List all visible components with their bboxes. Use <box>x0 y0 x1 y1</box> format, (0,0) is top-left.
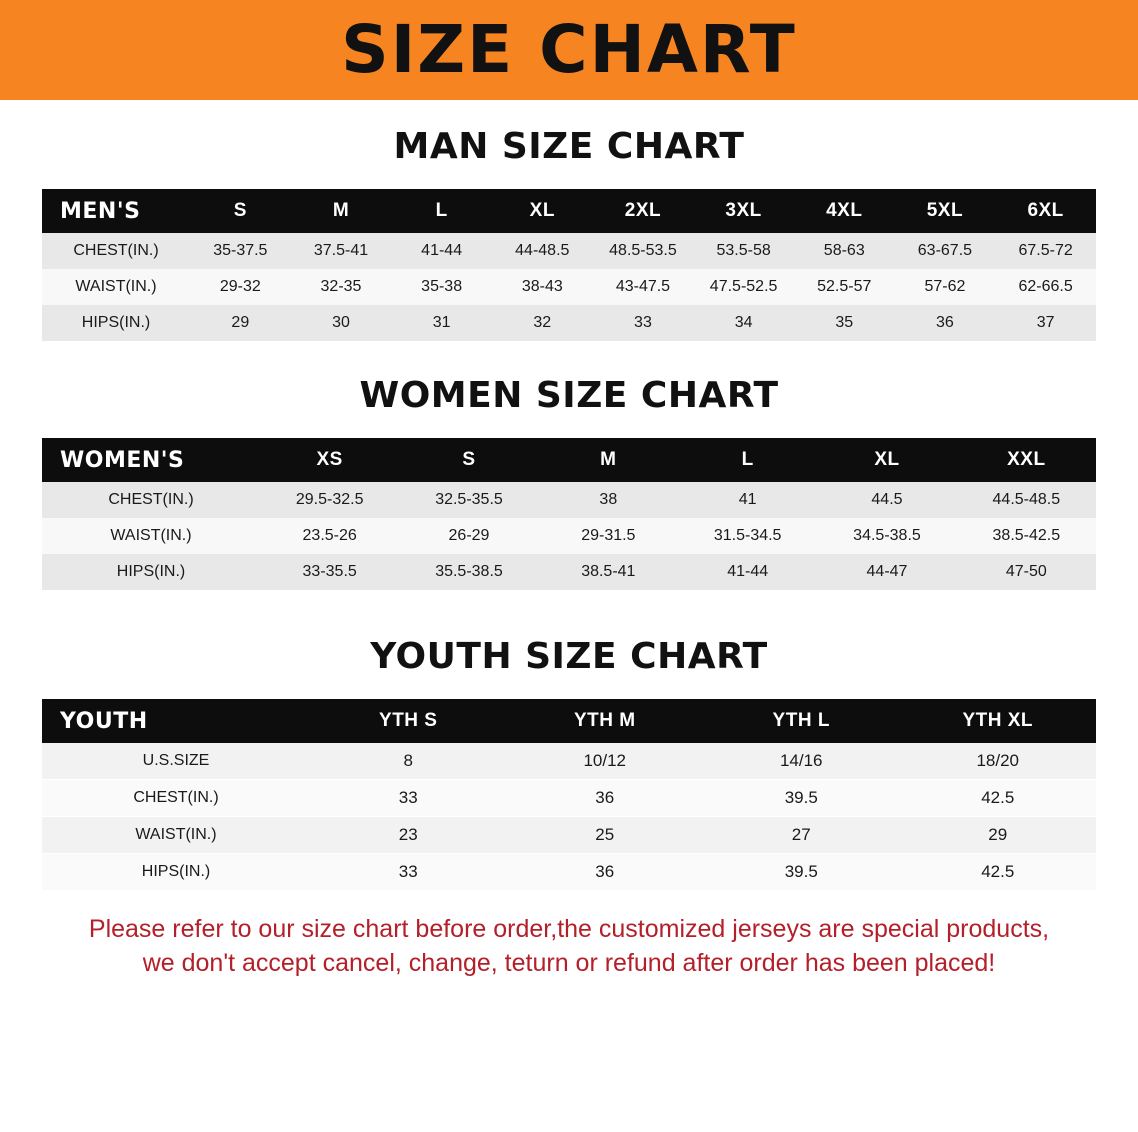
women-table-header-row <box>42 438 1096 482</box>
youth-row3-label: HIPS(IN.) <box>42 854 310 891</box>
table-row <box>42 518 1096 554</box>
man-table-wrapper <box>42 189 1096 341</box>
youth-row1-c4: 42.5 <box>900 780 1097 817</box>
table-row <box>42 482 1096 518</box>
man-header-l: L <box>435 200 448 221</box>
youth-header-l: YTH L <box>772 710 830 731</box>
man-row2-c3: 31 <box>391 305 492 341</box>
man-header-m: M <box>332 200 350 221</box>
man-row1-c8: 57-62 <box>895 269 996 305</box>
women-row0-c1: 29.5-32.5 <box>260 482 399 518</box>
youth-row1-label: CHEST(IN.) <box>42 780 310 817</box>
women-row2-c2: 35.5-38.5 <box>399 554 538 590</box>
youth-row1-c2: 36 <box>507 780 704 817</box>
youth-header-label: YOUTH <box>60 708 148 734</box>
women-header-xs: XS <box>316 449 343 470</box>
table-row <box>42 269 1096 305</box>
youth-row0-c3: 14/16 <box>703 743 900 780</box>
man-header-5xl: 5XL <box>926 200 964 221</box>
table-row <box>42 305 1096 341</box>
women-row1-c6: 38.5-42.5 <box>957 518 1096 554</box>
man-row0-label: CHEST(IN.) <box>42 233 190 269</box>
women-row1-label: WAIST(IN.) <box>42 518 260 554</box>
women-row0-c5: 44.5 <box>817 482 956 518</box>
man-row0-c2: 37.5-41 <box>291 233 392 269</box>
youth-header-xl: YTH XL <box>962 710 1034 731</box>
man-row2-c8: 36 <box>895 305 996 341</box>
women-header-label: WOMEN'S <box>60 447 185 473</box>
youth-row2-c3: 27 <box>703 817 900 854</box>
youth-row3-c3: 39.5 <box>703 854 900 891</box>
table-row <box>42 233 1096 269</box>
man-header-6xl: 6XL <box>1027 200 1064 221</box>
youth-row3-c1: 33 <box>310 854 507 891</box>
women-row1-c1: 23.5-26 <box>260 518 399 554</box>
women-header-s: S <box>462 449 476 470</box>
man-row2-c7: 35 <box>794 305 895 341</box>
youth-header-s: YTH S <box>379 710 438 731</box>
youth-row3-c2: 36 <box>507 854 704 891</box>
man-row1-c3: 35-38 <box>391 269 492 305</box>
women-row2-c3: 38.5-41 <box>539 554 678 590</box>
man-row1-c2: 32-35 <box>291 269 392 305</box>
man-row2-c2: 30 <box>291 305 392 341</box>
man-row1-label: WAIST(IN.) <box>42 269 190 305</box>
youth-table-wrapper <box>42 699 1096 891</box>
youth-row2-c1: 23 <box>310 817 507 854</box>
youth-size-table <box>42 699 1096 891</box>
women-row0-c2: 32.5-35.5 <box>399 482 538 518</box>
man-row2-c5: 33 <box>593 305 694 341</box>
youth-row1-c1: 33 <box>310 780 507 817</box>
disclaimer-line-1: Please refer to our size chart before order,the customized jerseys are special products, <box>88 915 1050 943</box>
youth-table-header-row <box>42 699 1096 743</box>
women-header-xl: XL <box>874 449 900 470</box>
youth-section-title: YOUTH SIZE CHART <box>370 636 768 677</box>
man-header-3xl: 3XL <box>725 200 762 221</box>
man-header-s: S <box>233 200 247 221</box>
man-row0-c9: 67.5-72 <box>995 233 1096 269</box>
man-row1-c9: 62-66.5 <box>995 269 1096 305</box>
women-row1-c2: 26-29 <box>399 518 538 554</box>
table-row <box>42 817 1096 854</box>
women-row2-label: HIPS(IN.) <box>42 554 260 590</box>
man-row1-c7: 52.5-57 <box>794 269 895 305</box>
man-header-4xl: 4XL <box>826 200 863 221</box>
man-row2-c1: 29 <box>190 305 291 341</box>
women-row0-c3: 38 <box>539 482 678 518</box>
women-row0-c6: 44.5-48.5 <box>957 482 1096 518</box>
youth-row1-c3: 39.5 <box>703 780 900 817</box>
disclaimer-line-2: we don't accept cancel, change, teturn or refund after order has been placed! <box>142 948 996 977</box>
women-header-l: L <box>741 449 754 470</box>
man-section-title: MAN SIZE CHART <box>393 126 745 167</box>
women-section-title: WOMEN SIZE CHART <box>359 375 779 416</box>
youth-row2-c2: 25 <box>507 817 704 854</box>
man-row0-c6: 53.5-58 <box>693 233 794 269</box>
man-table-header-row <box>42 189 1096 233</box>
youth-header-m: YTH M <box>573 710 636 731</box>
women-size-table <box>42 438 1096 590</box>
women-row0-label: CHEST(IN.) <box>42 482 260 518</box>
man-row2-c4: 32 <box>492 305 593 341</box>
man-row1-c4: 38-43 <box>492 269 593 305</box>
man-row0-c5: 48.5-53.5 <box>593 233 694 269</box>
youth-row2-c4: 29 <box>900 817 1097 854</box>
youth-row3-c4: 42.5 <box>900 854 1097 891</box>
women-header-xxl: XXL <box>1007 449 1046 470</box>
women-table-wrapper <box>42 438 1096 590</box>
man-row2-label: HIPS(IN.) <box>42 305 190 341</box>
table-row <box>42 780 1096 817</box>
women-row1-c4: 31.5-34.5 <box>678 518 817 554</box>
man-row0-c3: 41-44 <box>391 233 492 269</box>
women-row0-c4: 41 <box>678 482 817 518</box>
banner <box>0 0 1138 100</box>
banner-title: SIZE CHART <box>341 11 797 88</box>
man-row0-c4: 44-48.5 <box>492 233 593 269</box>
man-header-label: MEN'S <box>60 198 141 224</box>
man-header-xl: XL <box>529 200 555 221</box>
man-row1-c6: 47.5-52.5 <box>693 269 794 305</box>
man-size-table <box>42 189 1096 341</box>
man-row1-c1: 29-32 <box>190 269 291 305</box>
youth-row0-c4: 18/20 <box>900 743 1097 780</box>
women-row1-c5: 34.5-38.5 <box>817 518 956 554</box>
man-row2-c6: 34 <box>693 305 794 341</box>
women-row2-c6: 47-50 <box>957 554 1096 590</box>
youth-row0-label: U.S.SIZE <box>42 743 310 780</box>
women-row1-c3: 29-31.5 <box>539 518 678 554</box>
youth-row2-label: WAIST(IN.) <box>42 817 310 854</box>
man-row1-c5: 43-47.5 <box>593 269 694 305</box>
man-row0-c8: 63-67.5 <box>895 233 996 269</box>
women-row2-c4: 41-44 <box>678 554 817 590</box>
table-row <box>42 743 1096 780</box>
youth-row0-c1: 8 <box>310 743 507 780</box>
table-row <box>42 854 1096 891</box>
man-row0-c1: 35-37.5 <box>190 233 291 269</box>
women-row2-c1: 33-35.5 <box>260 554 399 590</box>
women-row2-c5: 44-47 <box>817 554 956 590</box>
youth-row0-c2: 10/12 <box>507 743 704 780</box>
man-header-2xl: 2XL <box>624 200 662 221</box>
man-row2-c9: 37 <box>995 305 1096 341</box>
table-row <box>42 554 1096 590</box>
women-header-m: M <box>600 449 617 470</box>
man-row0-c7: 58-63 <box>794 233 895 269</box>
disclaimer-note <box>40 913 1098 981</box>
